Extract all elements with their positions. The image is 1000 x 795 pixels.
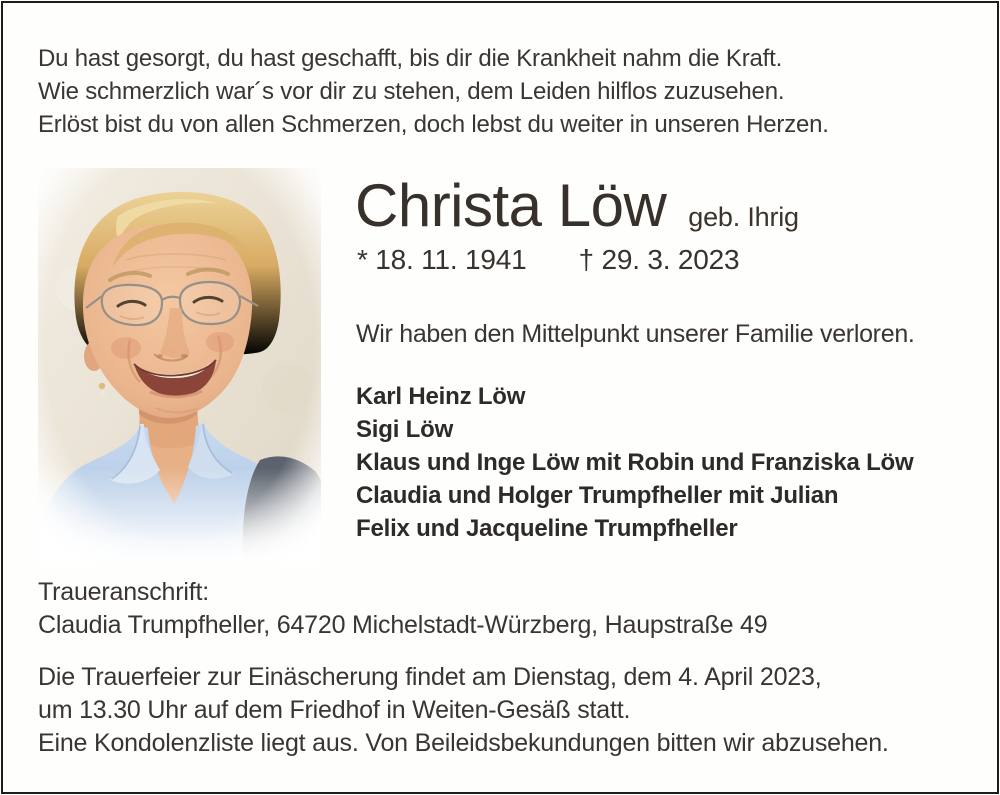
opening-verse <box>38 42 829 141</box>
mourner-name: Sigi Löw <box>356 416 454 443</box>
funeral-details <box>38 661 889 760</box>
deceased-name: Christa Löw <box>355 172 667 239</box>
mourners-list <box>356 380 913 545</box>
mourning-address-line: Claudia Trumpfheller, 64720 Michelstadt-Würzberg, Haupstraße 49 <box>38 611 768 639</box>
verse-line: Wie schmerzlich war´s vor dir zu stehen, dem Leiden hilflos zuzusehen. <box>38 78 785 105</box>
portrait-illustration <box>38 168 321 565</box>
mourner-name: Karl Heinz Löw <box>356 383 526 410</box>
mourner-name: Klaus und Inge Löw mit Robin und Franziska Löw <box>356 449 914 476</box>
mourner-name: Felix und Jacqueline Trumpfheller <box>356 515 738 542</box>
verse-line: Du hast gesorgt, du hast geschafft, bis dir die Krankheit nahm die Kraft. <box>38 45 783 72</box>
loss-statement: Wir haben den Mittelpunkt unserer Familie verloren. <box>356 320 915 348</box>
maiden-name: geb. Ihrig <box>688 202 799 232</box>
birth-date: * 18. 11. 1941 <box>357 244 527 275</box>
deceased-name-row <box>355 172 799 239</box>
life-dates <box>357 244 739 276</box>
mourning-address <box>38 576 767 642</box>
funeral-line: Eine Kondolenzliste liegt aus. Von Beileidsbekundungen bitten wir abzusehen. <box>38 729 889 757</box>
funeral-line: um 13.30 Uhr auf dem Friedhof in Weiten-Gesäß statt. <box>38 696 631 724</box>
portrait-photo <box>38 168 321 565</box>
mourner-name: Claudia und Holger Trumpfheller mit Julian <box>356 482 839 509</box>
verse-line: Erlöst bist du von allen Schmerzen, doch lebst du weiter in unseren Herzen. <box>38 111 829 138</box>
death-date: † 29. 3. 2023 <box>578 244 740 275</box>
mourning-address-heading: Traueranschrift: <box>38 578 209 606</box>
funeral-line: Die Trauerfeier zur Einäscherung findet am Dienstag, dem 4. April 2023, <box>38 663 822 691</box>
